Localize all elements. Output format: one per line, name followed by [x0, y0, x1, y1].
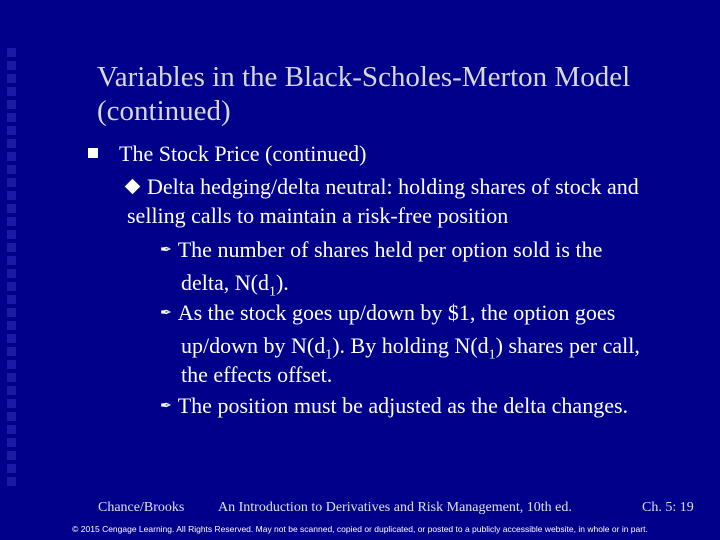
bullet-level2-prefix: Delta hedging/delta neutral:: [147, 174, 399, 199]
footer-slide-number: Ch. 5: 19: [642, 500, 694, 515]
bullet-level2: [127, 172, 697, 230]
sub-bullet-2-line2: up/down by $N(d_1)$. By holding $N(d_1)$ shares per call,: [181, 333, 640, 363]
sub-bullet-2-line1: As the stock goes up/down by $1, the option goes: [177, 300, 616, 325]
pen-nib-bullet-icon: ✒: [160, 306, 172, 321]
sub-bullet-2-line3: the effects offset.: [181, 362, 333, 387]
bullet-level2-rest: holding shares of stock and selling calls to maintain a risk-free position: [127, 174, 639, 228]
sub-bullet-3: [160, 391, 700, 424]
sub-bullet-1-line2: delta, $N(d_1)$.: [181, 270, 289, 300]
sub-bullet-1-line1: The number of shares held per option sold is the: [177, 237, 603, 262]
decorative-square-column: [2, 48, 20, 496]
copyright-notice: © 2015 Cengage Learning. All Rights Reserved. May not be scanned, copied or duplicated, or posted to a publicly accessible website, in whole or in part.: [72, 524, 648, 534]
pen-nib-bullet-icon: ✒: [160, 399, 172, 414]
diamond-bullet-icon: [125, 179, 141, 195]
footer-authors: Chance/Brooks: [98, 500, 185, 515]
sub-bullet-3-text: The position must be adjusted as the delta changes.: [177, 393, 629, 418]
pen-nib-bullet-icon: ✒: [160, 243, 172, 258]
slide-title: Variables in the Black-Scholes-Merton Model (continued): [97, 61, 631, 127]
sub-bullet-1: [160, 235, 700, 300]
footer-book-title: An Introduction to Derivatives and Risk Management, 10th ed.: [218, 500, 572, 515]
bullet-level1-text: The Stock Price (continued): [119, 141, 367, 166]
sub-bullet-2: [160, 298, 700, 389]
square-bullet-icon: [88, 148, 98, 158]
